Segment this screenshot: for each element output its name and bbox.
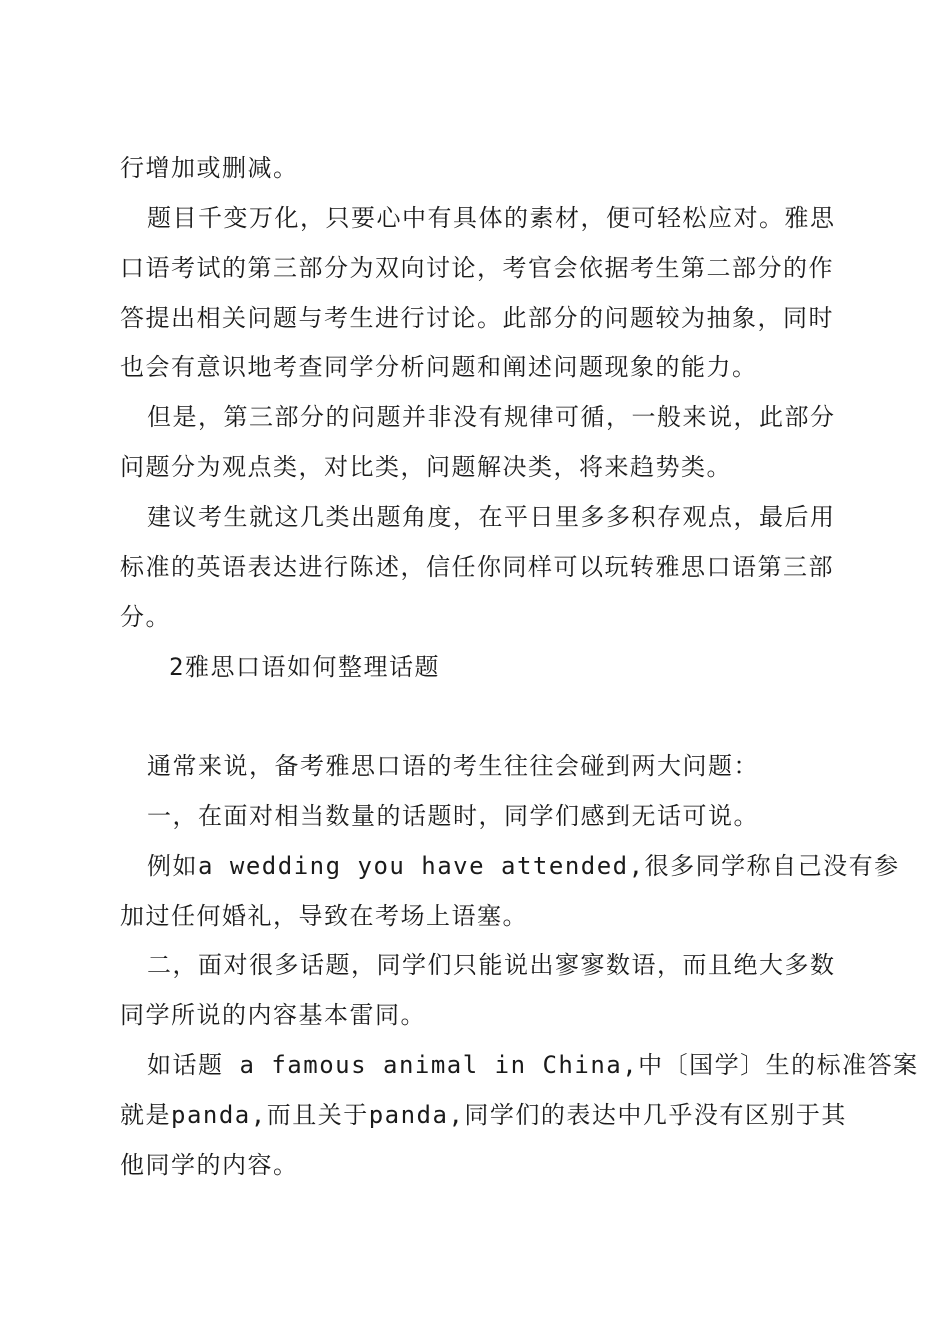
text-line: 问题分为观点类，对比类，问题解决类，将来趋势类。	[120, 453, 732, 481]
paragraph-line: 如话题 a famous animal in China,中〔国学〕生的标准答案	[147, 1051, 919, 1079]
section-heading: 2雅思口语如何整理话题	[169, 653, 440, 681]
text-line: 答提出相关问题与考生进行讨论。此部分的问题较为抽象，同时	[120, 304, 834, 332]
text-line: 行增加或删减。	[120, 154, 299, 182]
paragraph-line: 但是，第三部分的问题并非没有规律可循，一般来说，此部分	[147, 403, 836, 431]
text-line: 他同学的内容。	[120, 1151, 299, 1179]
paragraph-line: 一，在面对相当数量的话题时，同学们感到无话可说。	[147, 802, 759, 830]
paragraph-line: 二，面对很多话题，同学们只能说出寥寥数语，而且绝大多数	[147, 951, 836, 979]
text-line: 也会有意识地考查同学分析问题和阐述问题现象的能力。	[120, 353, 758, 381]
text-line: 同学所说的内容基本雷同。	[120, 1001, 426, 1029]
text-line: 口语考试的第三部分为双向讨论，考官会依据考生第二部分的作	[120, 254, 834, 282]
text-line: 标准的英语表达进行陈述，信任你同样可以玩转雅思口语第三部	[120, 553, 834, 581]
paragraph-line: 题目千变万化，只要心中有具体的素材，便可轻松应对。雅思	[147, 204, 836, 232]
paragraph-line: 建议考生就这几类出题角度，在平日里多多积存观点，最后用	[147, 503, 836, 531]
paragraph-line: 例如a wedding you have attended,很多同学称自己没有参	[147, 852, 900, 880]
text-line: 加过任何婚礼，导致在考场上语塞。	[120, 902, 528, 930]
text-line: 就是panda,而且关于panda,同学们的表达中几乎没有区别于其	[120, 1101, 847, 1129]
text-line: 分。	[120, 603, 171, 631]
paragraph-line: 通常来说，备考雅思口语的考生往往会碰到两大问题：	[147, 752, 759, 780]
